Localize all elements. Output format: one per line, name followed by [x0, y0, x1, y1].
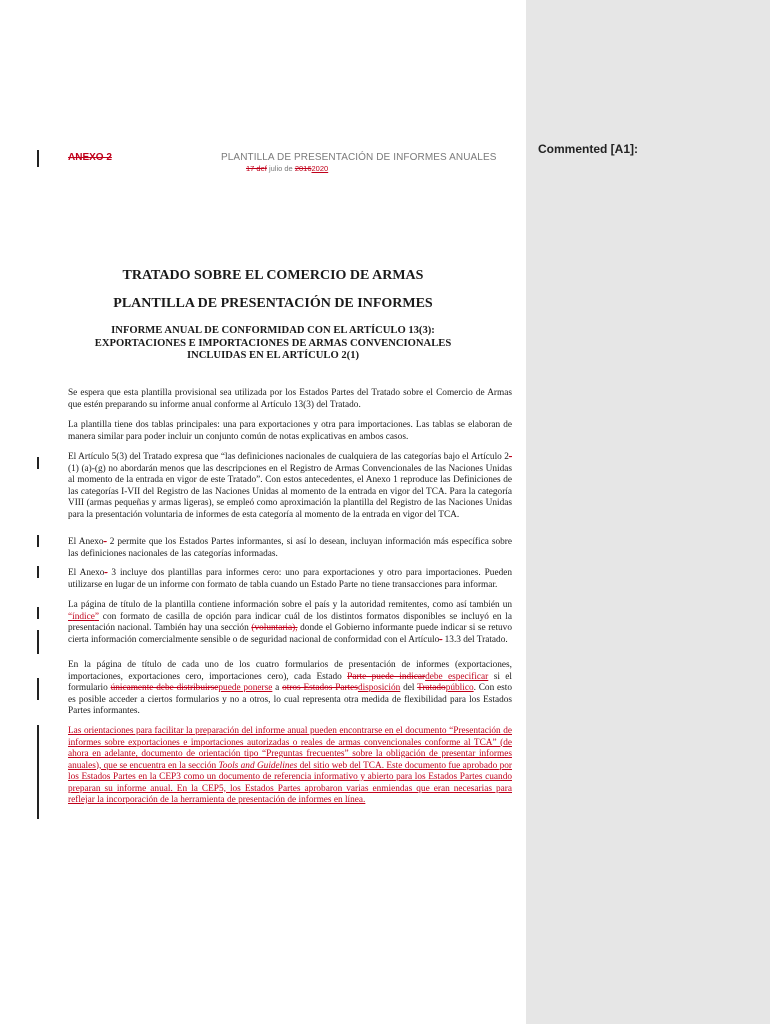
report-heading	[0, 325, 546, 363]
italic-text: Tools and Guidelines	[218, 760, 298, 771]
date-deleted: 17 de	[246, 164, 265, 173]
inserted-text: “	[68, 611, 73, 622]
comments-pane	[526, 0, 770, 1024]
change-bar	[37, 457, 39, 469]
date-text: julio de	[266, 164, 295, 173]
paragraph: La plantilla tiene dos tablas principales: una para exportaciones y otra para importaciones. Las tablas se elaboran de manera similar para poder incluir un conjunto común de notas explicativas en ambos casos.	[68, 420, 512, 442]
paragraph: Se espera que esta plantilla provisional sea utilizada por los Estados Partes del Tratado sobre el Comercio de Armas que estén preparando su informe anual conforme al Artículo 13(3) del Tratado.	[68, 388, 512, 410]
inserted-text: ”	[94, 611, 99, 622]
inserted-text: debe especificar	[425, 671, 489, 682]
deleted-text: -	[439, 634, 443, 645]
deleted-text: -	[508, 452, 512, 462]
deleted-text: únicamente debe distribuirse	[110, 683, 219, 693]
deleted-text: -	[103, 537, 107, 547]
year-deleted: 2016	[294, 164, 312, 173]
deleted-text: (voluntaria),	[251, 623, 298, 633]
change-bar	[37, 642, 39, 654]
paragraph: El Anexo- 2 permite que los Estados Partes informantes, si así lo desean, incluyan información más específica sobre las definiciones nacionales de las categorías informadas.	[68, 537, 512, 559]
change-bar	[37, 630, 39, 642]
header-date	[246, 164, 328, 173]
paragraph: La página de título de la plantilla contiene información sobre el país y la autoridad remitentes, como así también un “índice” con formato de casilla de opción para indicar cuál de los distintos formatos disponibles se incluyó en la presentación nacional. También hay una sección (voluntaria), donde el Gobierno informante puede indicar si se retuvo cierta información comercialmente sensible o de seguridad nacional de conformidad con el Artículo- 13.3 del Tratado.	[68, 600, 512, 645]
report-heading-line: INFORME ANUAL DE CONFORMIDAD CON EL ARTÍCULO 13(3):	[111, 325, 435, 336]
document-subtitle: PLANTILLA DE PRESENTACIÓN DE INFORMES	[113, 296, 433, 311]
inserted-text: público	[445, 683, 474, 693]
change-bar	[37, 725, 39, 819]
change-bar	[37, 566, 39, 578]
inserted-paragraph: Las orientaciones para facilitar la preparación del informe anual pueden encontrarse en el documento “Presentación de informes sobre exportaciones e importaciones autorizadas o reales de armas convencionales conforme al TCA” (de ahora en adelante, documento de orientación tipo “Preguntas frecuentes” sobre la obligación de presentar informes anuales), que se encuentra en la sección Tools and Guidelines del sitio web del TCA. Este documento fue aprobado por los Estados Partes en la CEP3 como un documento de referencia informativo y abierto para los Estados Partes cuando preparan su informe anual. En la CEP5, los Estados Partes aprobaron varias enmiendas que eran necesarias para reflejar la incorporación de la herramienta de presentación de informes en línea.	[68, 726, 512, 805]
deleted-text: -	[104, 568, 108, 578]
year-inserted: 2020	[311, 164, 329, 173]
report-heading-line: EXPORTACIONES E IMPORTACIONES DE ARMAS CONVENCIONALES	[94, 337, 452, 349]
paragraph: El Anexo- 3 incluye dos plantillas para informes cero: uno para exportaciones y otro para importaciones. Pueden utilizarse en lugar de un informe con formato de tabla cuando un Estado Parte no tiene transacciones para informar.	[68, 568, 512, 590]
paragraph: En la página de título de cada uno de los cuatro formularios de presentación de informes (exportaciones, importaciones, exportaciones cero, importaciones cero), cada Estado Parte puede indicardebe especificar si el formulario únicamente debe distribuirsepuede ponerse a otros Estados Partesdisposición del Tratadopúblico. Con esto es posible acceder a ciertos formularios y no a otros, lo cual representa otra medida de flexibilidad para los Estados Partes informantes.	[68, 660, 513, 716]
change-bar	[37, 150, 39, 167]
header-title: PLANTILLA DE PRESENTACIÓN DE INFORMES ANUALES	[221, 152, 497, 163]
inserted-text: puede ponerse	[218, 683, 273, 693]
change-bar	[37, 607, 39, 619]
deleted-text: Tratado	[417, 683, 446, 693]
change-bar	[37, 678, 39, 700]
comment-label[interactable]: Commented [A1]:	[538, 142, 639, 156]
deleted-text: otros Estados Partes	[282, 683, 358, 693]
change-bar	[37, 535, 39, 547]
header-annex-deleted: ANEXO 2	[68, 152, 112, 163]
inserted-text: disposición	[357, 683, 401, 693]
deleted-text: Parte puede indicar	[347, 671, 426, 682]
report-heading-line: INCLUIDAS EN EL ARTÍCULO 2(1)	[186, 350, 360, 361]
document-title: TRATADO SOBRE EL COMERCIO DE ARMAS	[122, 268, 424, 283]
inserted-text: índice	[72, 611, 95, 622]
date-deleted: f	[264, 164, 267, 173]
paragraph: El Artículo 5(3) del Tratado expresa que “las definiciones nacionales de cualquiera de las categorías bajo el Artículo 2-(1) (a)-(g) no abordarán menos que las descripciones en el Registro de Armas Convencionales de las Naciones Unidas al momento de la entrada en vigor de este Tratado”. Con estos antecedentes, el Anexo 1 reproduce las Definiciones de las categorías I-VII del Registro de las Naciones Unidas al momento de la entrada en vigor del TCA. Para la categoría VIII (armas pequeñas y armas ligeras), se empleó como aproximación la plantilla del Registro de las Naciones Unidas para la presentación voluntaria de informes de esta categoría al momento de la entrada en vigor del TCA.	[68, 452, 512, 520]
